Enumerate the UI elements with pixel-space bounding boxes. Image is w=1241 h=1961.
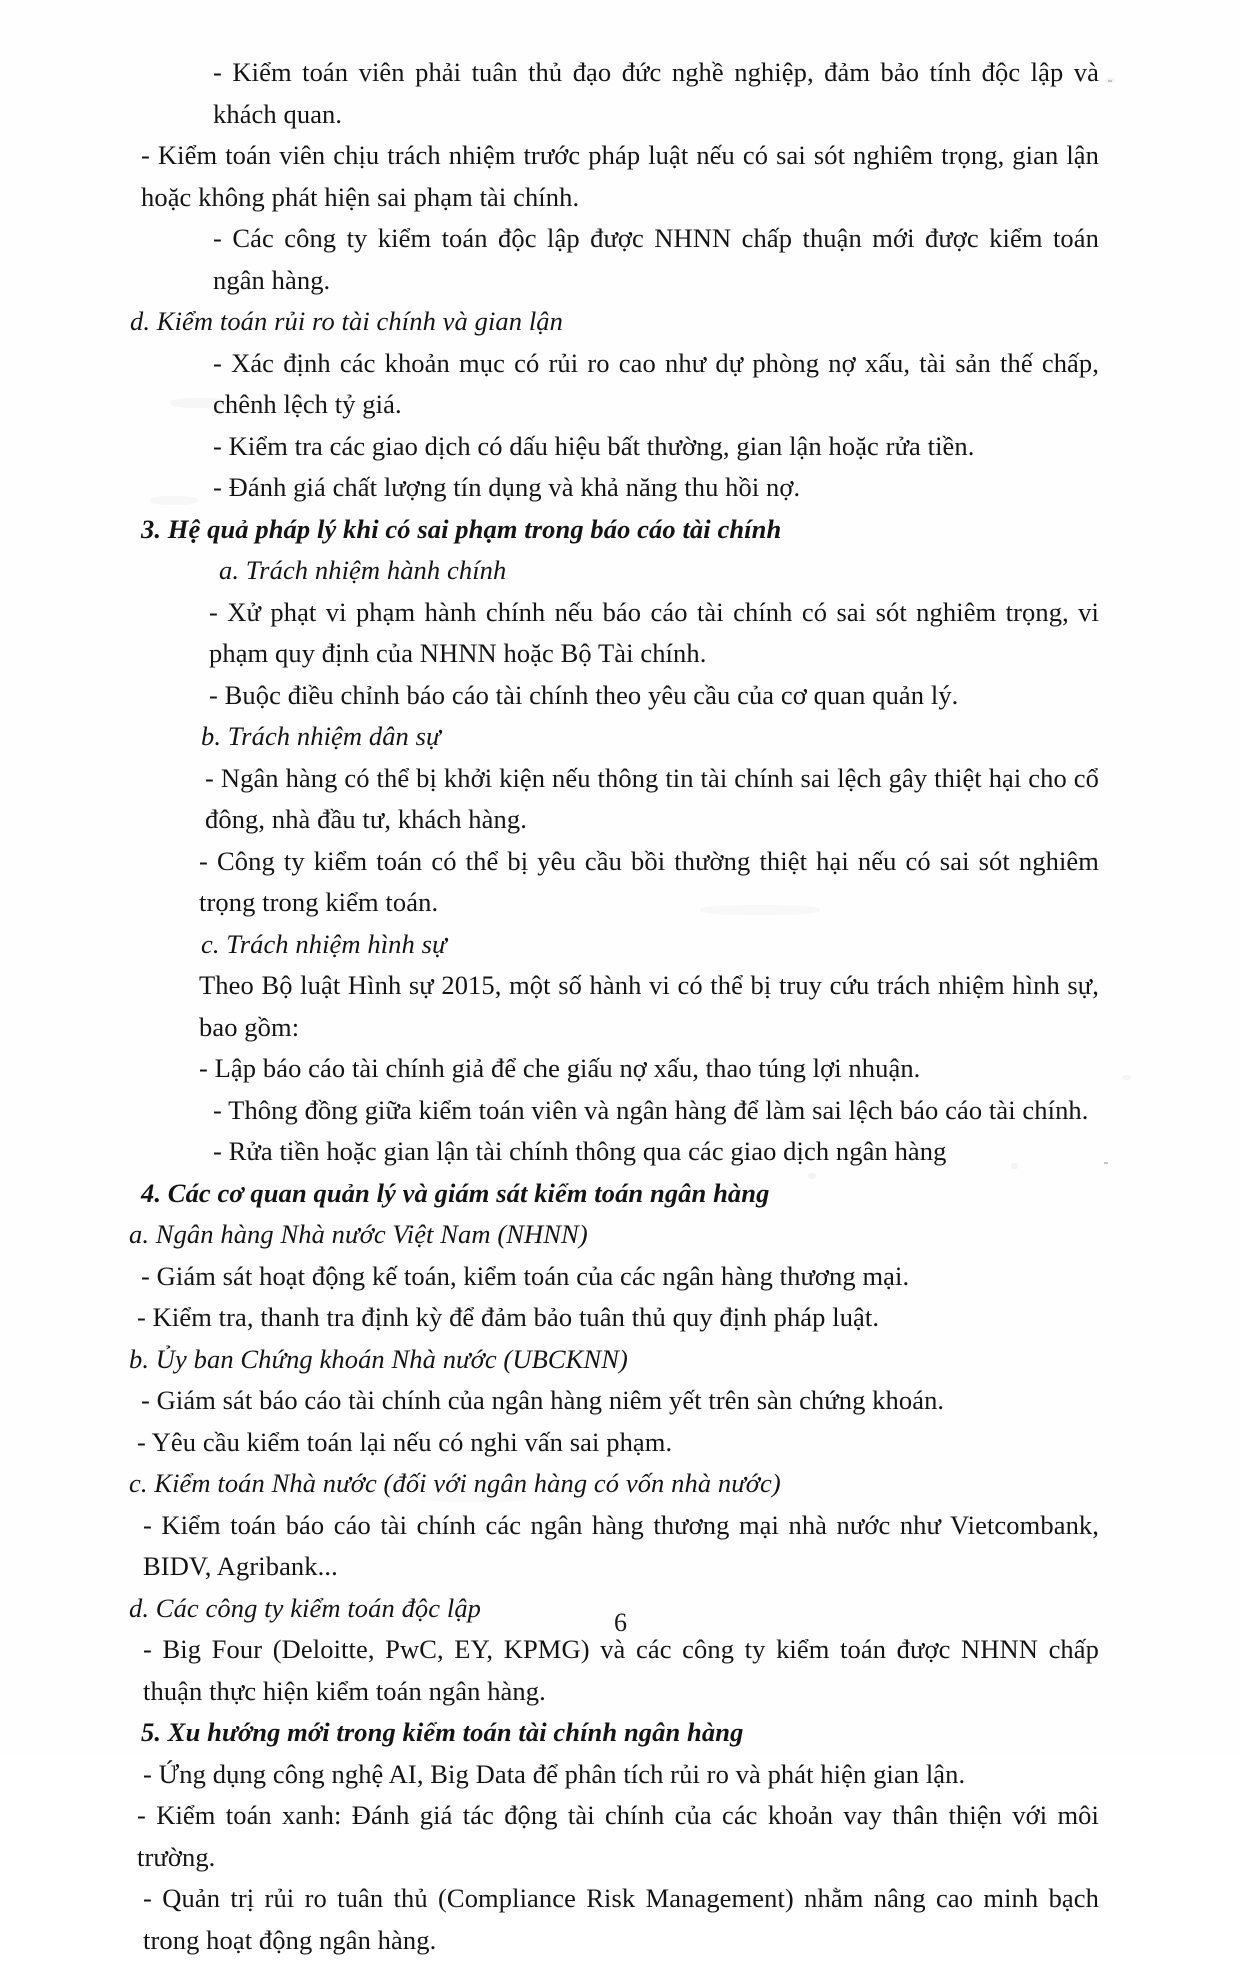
subheading-d-rui-ro: d. Kiểm toán rủi ro tài chính và gian lận: [130, 306, 563, 336]
subheading-a-nhnn: a. Ngân hàng Nhà nước Việt Nam (NHNN): [129, 1219, 588, 1249]
bullet-paragraph: - Yêu cầu kiểm toán lại nếu có nghi vấn sai phạm.: [137, 1426, 673, 1457]
bullet-paragraph: - Xác định các khoản mục có rủi ro cao như dự phòng nợ xấu, tài sản thế chấp, chênh lệch tỷ giá.: [213, 347, 1099, 419]
bullet-paragraph: - Công ty kiểm toán có thể bị yêu cầu bồi thường thiệt hại nếu có sai sót nghiêm trọng trong kiểm toán.: [199, 845, 1099, 917]
bullet-paragraph: - Các công ty kiểm toán độc lập được NHNN chấp thuận mới được kiểm toán ngân hàng.: [213, 223, 1099, 295]
bullet-paragraph: - Quản trị rủi ro tuân thủ (Compliance Risk Management) nhằm nâng cao minh bạch trong hoạt động ngân hàng.: [143, 1883, 1099, 1955]
bullet-paragraph: - Kiểm toán xanh: Đánh giá tác động tài chính của các khoản vay thân thiện với môi trường.: [137, 1800, 1099, 1872]
bullet-paragraph: - Xử phạt vi phạm hành chính nếu báo cáo tài chính có sai sót nghiêm trọng, vi phạm quy định của NHNN hoặc Bộ Tài chính.: [209, 596, 1099, 668]
bullet-paragraph: - Giám sát hoạt động kế toán, kiểm toán của các ngân hàng thương mại.: [141, 1260, 910, 1291]
bullet-paragraph: - Kiểm tra các giao dịch có dấu hiệu bất thường, gian lận hoặc rửa tiền.: [213, 430, 975, 461]
scan-artifact: [1122, 1075, 1131, 1080]
heading-5-xu-huong-moi: 5. Xu hướng mới trong kiểm toán tài chính ngân hàng: [141, 1717, 744, 1747]
subheading-b-ubcknn: b. Ủy ban Chứng khoán Nhà nước (UBCKNN): [129, 1343, 628, 1374]
bullet-paragraph: - Kiểm toán báo cáo tài chính các ngân hàng thương mại nhà nước như Vietcombank, BIDV, Agribank...: [143, 1509, 1099, 1581]
subheading-d-cong-ty-kiem-toan-doc-lap: d. Các công ty kiểm toán độc lập: [129, 1592, 482, 1623]
bullet-paragraph: - Ngân hàng có thể bị khởi kiện nếu thông tin tài chính sai lệch gây thiệt hại cho cổ đông, nhà đầu tư, khách hàng.: [205, 762, 1099, 834]
bullet-paragraph: - Thông đồng giữa kiểm toán viên và ngân hàng để làm sai lệch báo cáo tài chính.: [213, 1094, 1089, 1125]
scan-edge-mark: [1104, 1162, 1108, 1164]
subheading-a-trach-nhiem-hanh-chinh: a. Trách nhiệm hành chính: [219, 555, 507, 585]
bullet-paragraph: - Ứng dụng công nghệ AI, Big Data để phân tích rủi ro và phát hiện gian lận.: [143, 1758, 966, 1789]
bullet-paragraph: - Lập báo cáo tài chính giả để che giấu nợ xấu, thao túng lợi nhuận.: [199, 1053, 921, 1083]
subheading-c-kiem-toan-nha-nuoc: c. Kiểm toán Nhà nước (đối với ngân hàng có vốn nhà nước): [129, 1468, 781, 1498]
bullet-paragraph: - Kiểm toán viên chịu trách nhiệm trước pháp luật nếu có sai sót nghiêm trọng, gian lận hoặc không phát hiện sai phạm tài chính.: [141, 140, 1099, 212]
bullet-paragraph: - Buộc điều chỉnh báo cáo tài chính theo yêu cầu của cơ quan quản lý.: [209, 679, 959, 710]
bullet-paragraph: - Kiểm tra, thanh tra định kỳ để đảm bảo tuân thủ quy định pháp luật.: [137, 1302, 880, 1332]
page-number: 6: [614, 1608, 627, 1637]
bullet-paragraph: - Giám sát báo cáo tài chính của ngân hàng niêm yết trên sàn chứng khoán.: [141, 1385, 945, 1415]
page-text-column: [129, 52, 1099, 1961]
bullet-paragraph: - Kiểm toán viên phải tuân thủ đạo đức nghề nghiệp, đảm bảo tính độc lập và khách quan.: [213, 57, 1099, 129]
heading-3-he-qua-phap-ly: 3. Hệ quả pháp lý khi có sai phạm trong báo cáo tài chính: [141, 513, 782, 544]
heading-4-cac-co-quan-quan-ly: 4. Các cơ quan quản lý và giám sát kiểm toán ngân hàng: [141, 1177, 770, 1208]
subheading-c-trach-nhiem-hinh-su: c. Trách nhiệm hình sự: [201, 928, 447, 959]
paragraph-bo-luat-hinh-su: Theo Bộ luật Hình sự 2015, một số hành vi có thể bị truy cứu trách nhiệm hình sự, bao gồm:: [199, 970, 1099, 1042]
bullet-paragraph: - Big Four (Deloitte, PwC, EY, KPMG) và các công ty kiểm toán được NHNN chấp thuận thực hiện kiểm toán ngân hàng.: [143, 1634, 1099, 1706]
bullet-paragraph: - Đánh giá chất lượng tín dụng và khả năng thu hồi nợ.: [213, 472, 801, 502]
subheading-b-trach-nhiem-dan-su: b. Trách nhiệm dân sự: [201, 721, 441, 751]
scan-edge-mark: [1108, 80, 1112, 82]
bullet-paragraph: - Rửa tiền hoặc gian lận tài chính thông qua các giao dịch ngân hàng: [213, 1136, 947, 1166]
